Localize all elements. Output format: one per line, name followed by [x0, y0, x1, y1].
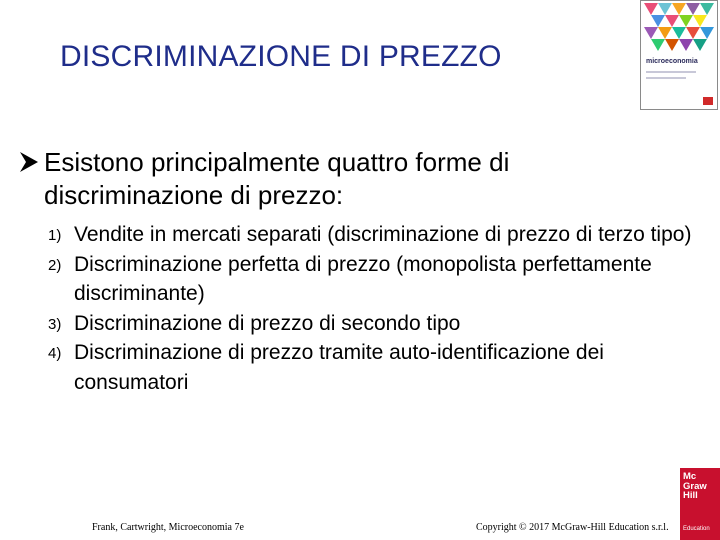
book-cover-image — [640, 0, 718, 110]
list-item-text: Vendite in mercati separati (discriminazione di prezzo di terzo tipo) — [74, 223, 692, 246]
footer-copyright: Copyright © 2017 McGraw-Hill Education s.r.l. — [476, 522, 669, 533]
cover-text-line — [646, 77, 686, 79]
numbered-list — [48, 220, 708, 397]
list-item-number: 3) — [48, 315, 62, 333]
arrow-bullet-icon — [18, 151, 40, 173]
main-bullet-text: Esistono principalmente quattro forme di discriminazione di prezzo: — [44, 147, 510, 210]
list-item — [48, 250, 708, 309]
list-item-number: 2) — [48, 256, 62, 274]
mcgraw-hill-logo — [680, 468, 720, 540]
slide-title: DISCRIMINAZIONE DI PREZZO — [60, 40, 502, 73]
cover-publisher-mark — [703, 97, 713, 105]
logo-subtitle: Education — [683, 526, 710, 532]
cover-art — [644, 3, 714, 53]
list-item-text: Discriminazione perfetta di prezzo (monopolista perfettamente discriminante) — [74, 252, 652, 305]
logo-wordmark: Mc Graw Hill — [683, 471, 707, 501]
list-item — [48, 338, 708, 397]
cover-text-line — [646, 71, 696, 73]
list-item-number: 4) — [48, 345, 62, 362]
list-item-number: 1) — [48, 227, 62, 244]
list-item-text: Discriminazione di prezzo di secondo tipo — [74, 311, 461, 335]
cover-title: microeconomia — [646, 58, 698, 65]
list-item-text: Discriminazione di prezzo tramite auto-identificazione dei consumatori — [74, 341, 604, 394]
footer-citation: Frank, Cartwright, Microeconomia 7e — [92, 522, 244, 533]
list-item — [48, 309, 708, 339]
list-item — [48, 220, 708, 250]
